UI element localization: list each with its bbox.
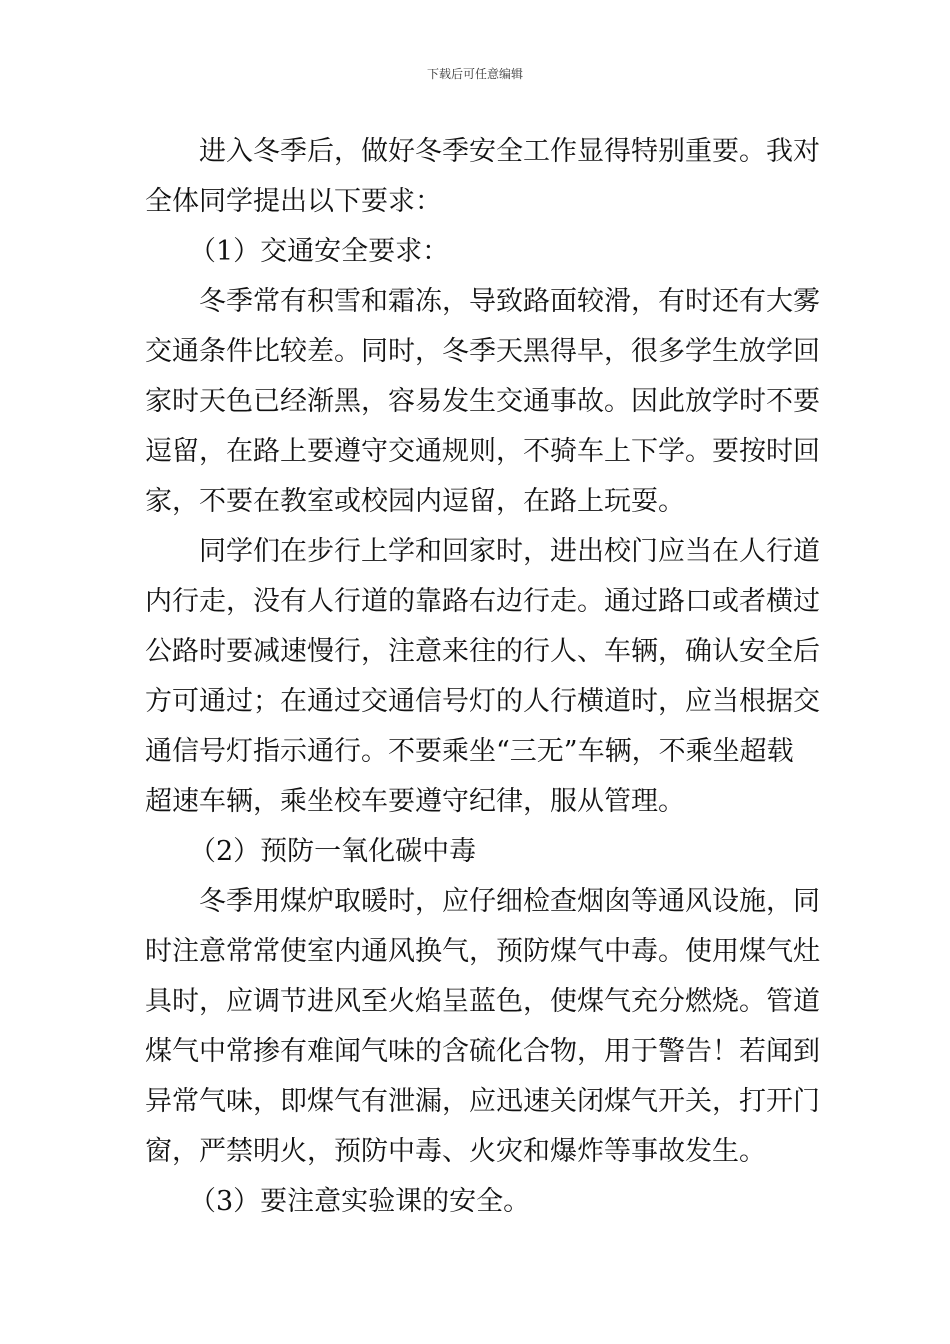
paragraph-line: 家，不要在教室或校园内逗留，在路上玩耍。 [145, 486, 685, 517]
paragraph-line: 冬季常有积雪和霜冻，导致路面较滑，有时还有大雾 [199, 286, 820, 317]
paragraph-line: 时注意常常使室内通风换气，预防煤气中毒。使用煤气灶 [145, 936, 820, 967]
paragraph-line: 同学们在步行上学和回家时，进出校门应当在人行道 [199, 536, 820, 567]
paragraph-line: 逗留，在路上要遵守交通规则，不骑车上下学。要按时回 [145, 436, 820, 467]
paragraph-line: 具时，应调节进风至火焰呈蓝色，使煤气充分燃烧。管道 [145, 986, 820, 1017]
section-heading: （3）要注意实验课的安全。 [189, 1186, 531, 1217]
section-heading: （2）预防一氧化碳中毒 [189, 836, 477, 867]
paragraph-line: 冬季用煤炉取暖时，应仔细检查烟囱等通风设施，同 [199, 886, 820, 917]
paragraph-line: 通信号灯指示通行。不要乘坐“三无”车辆，不乘坐超载 [145, 736, 794, 767]
page-header: 下载后可任意编辑 [426, 67, 523, 81]
paragraph-line: 超速车辆，乘坐校车要遵守纪律，服从管理。 [145, 786, 685, 817]
paragraph-line: 窗，严禁明火，预防中毒、火灾和爆炸等事故发生。 [145, 1136, 766, 1167]
document-body [145, 127, 820, 1227]
paragraph-line: 交通条件比较差。同时，冬季天黑得早，很多学生放学回 [145, 336, 820, 367]
paragraph-line: 方可通过；在通过交通信号灯的人行横道时，应当根据交 [145, 686, 820, 717]
paragraph-line: 煤气中常掺有难闻气味的含硫化合物，用于警告！若闻到 [145, 1036, 820, 1067]
paragraph-line: 全体同学提出以下要求： [145, 186, 442, 217]
paragraph-line: 进入冬季后，做好冬季安全工作显得特别重要。我对 [199, 136, 820, 167]
paragraph-line: 异常气味，即煤气有泄漏，应迅速关闭煤气开关，打开门 [145, 1086, 820, 1117]
section-heading: （1）交通安全要求： [189, 236, 450, 267]
paragraph-line: 公路时要减速慢行，注意来往的行人、车辆，确认安全后 [145, 636, 820, 667]
paragraph-line: 内行走，没有人行道的靠路右边行走。通过路口或者横过 [145, 586, 820, 617]
paragraph-line: 家时天色已经渐黑，容易发生交通事故。因此放学时不要 [145, 386, 820, 417]
